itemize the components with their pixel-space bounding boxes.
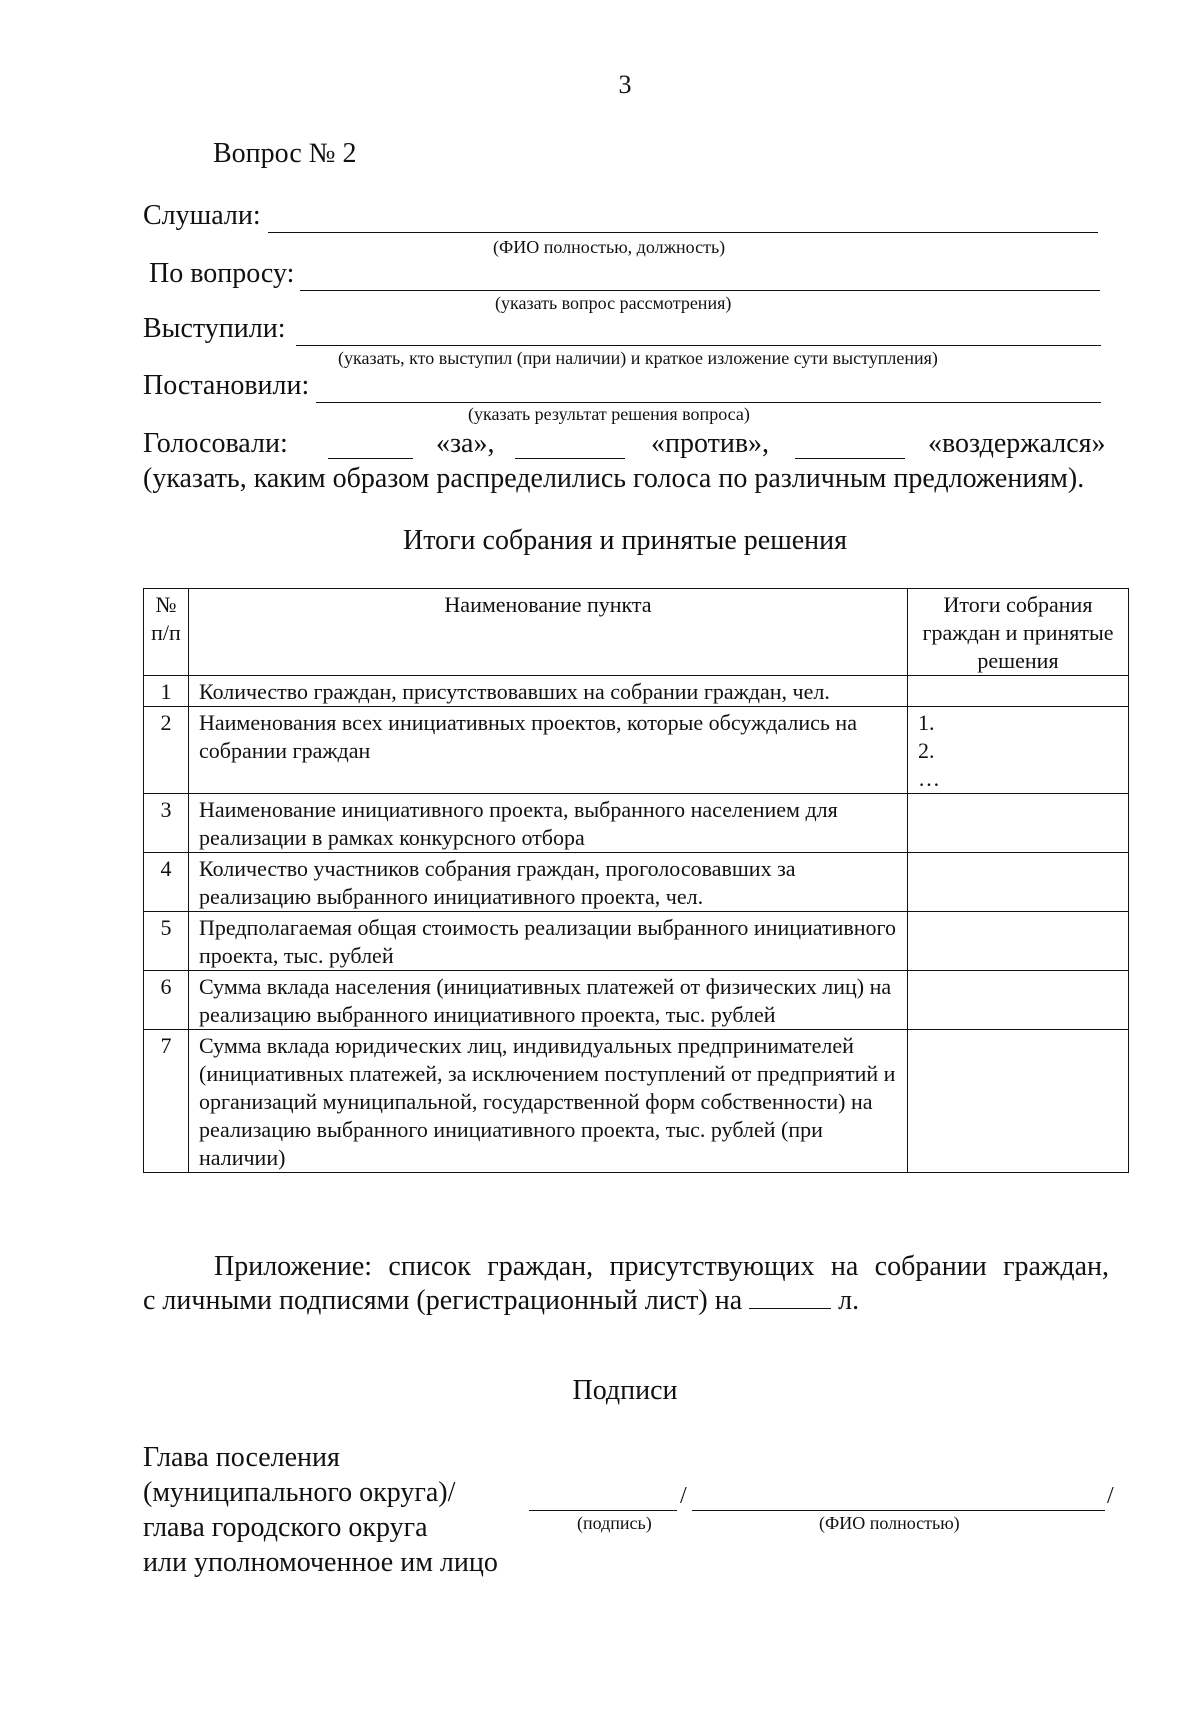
voting-row — [143, 428, 1106, 466]
page-number: 3 — [618, 70, 632, 99]
slash-1: / — [680, 1483, 687, 1509]
cell-result[interactable] — [908, 1030, 1129, 1173]
spoke-input-line[interactable] — [296, 345, 1101, 346]
cell-result[interactable] — [908, 853, 1129, 912]
cell-result[interactable] — [908, 794, 1129, 853]
full-name-hint: (ФИО полностью) — [819, 1513, 960, 1533]
cell-num: 1 — [144, 676, 189, 707]
cell-num: 5 — [144, 912, 189, 971]
table-row — [144, 853, 1129, 912]
votes-abstained-blank[interactable] — [795, 458, 905, 459]
signer-line-2: (муниципального округа)/ — [143, 1477, 456, 1508]
appendix-line-2-end: л. — [838, 1285, 860, 1316]
appendix-note — [143, 1250, 1109, 1318]
votes-against-label: «против», — [651, 428, 770, 459]
header-name: Наименование пункта — [189, 589, 908, 676]
cell-result[interactable] — [908, 912, 1129, 971]
spoke-hint: (указать, кто выступил (при наличии) и краткое изложение сути выступления) — [338, 348, 938, 368]
spoke-label: Выступили: — [143, 313, 286, 344]
appendix-line-1: Приложение: список граждан, присутствующих на собрании граждан, — [214, 1251, 1109, 1282]
signer-line-4: или уполномоченное им лицо — [143, 1547, 498, 1578]
cell-num: 3 — [144, 794, 189, 853]
on-question-label: По вопросу: — [149, 258, 295, 289]
votes-for-label: «за», — [436, 428, 495, 459]
signature-hint: (подпись) — [577, 1513, 652, 1533]
decided-label: Постановили: — [143, 370, 310, 401]
on-question-input-line[interactable] — [300, 290, 1100, 291]
cell-num: 7 — [144, 1030, 189, 1173]
heard-label: Слушали: — [143, 200, 261, 231]
signature-line[interactable] — [529, 1510, 677, 1511]
cell-name: Наименования всех инициативных проектов, которые обсуждались на собрании граждан — [189, 707, 908, 794]
heard-field — [0, 200, 1200, 240]
header-result: Итоги собрания граждан и принятые решения — [908, 589, 1129, 676]
question-title: Вопрос № 2 — [213, 138, 357, 169]
voting-label: Голосовали: — [143, 428, 288, 459]
results-table — [143, 588, 1129, 1173]
signer-title — [143, 1440, 498, 1580]
table-row — [144, 1030, 1129, 1173]
heard-input-line[interactable] — [268, 232, 1098, 233]
cell-name: Предполагаемая общая стоимость реализации выбранного инициативного проекта, тыс. рублей — [189, 912, 908, 971]
signatures-heading: Подписи — [572, 1375, 678, 1406]
voting-note: (указать, каким образом распределились голоса по различным предложениям). — [143, 463, 1085, 494]
cell-result[interactable] — [908, 676, 1129, 707]
full-name-line[interactable] — [692, 1510, 1105, 1511]
table-row — [144, 912, 1129, 971]
cell-name: Сумма вклада юридических лиц, индивидуальных предпринимателей (инициативных платежей, за исключением поступлений от предприятий и организаций муниципальной, государственной форм собственности) на реализацию выбранного инициативного проекта, тыс. рублей (при наличии) — [189, 1030, 908, 1173]
sheet-count-blank[interactable] — [749, 1286, 831, 1309]
votes-against-blank[interactable] — [515, 458, 625, 459]
cell-result[interactable] — [908, 971, 1129, 1030]
cell-name: Количество участников собрания граждан, проголосовавших за реализацию выбранного инициативного проекта, чел. — [189, 853, 908, 912]
table-header-row — [144, 589, 1129, 676]
table-row — [144, 794, 1129, 853]
spoke-field — [0, 313, 1200, 353]
cell-num: 2 — [144, 707, 189, 794]
cell-name: Количество граждан, присутствовавших на собрании граждан, чел. — [189, 676, 908, 707]
cell-name: Наименование инициативного проекта, выбранного населением для реализации в рамках конкурсного отбора — [189, 794, 908, 853]
votes-abstained-label: «воздержался» — [928, 428, 1106, 459]
appendix-line-2-start: с личными подписями (регистрационный лист) на — [143, 1285, 743, 1316]
on-question-field — [0, 258, 1200, 298]
table-row — [144, 707, 1129, 794]
votes-for-blank[interactable] — [328, 458, 413, 459]
cell-name: Сумма вклада населения (инициативных платежей от физических лиц) на реализацию выбранного инициативного проекта, тыс. рублей — [189, 971, 908, 1030]
header-num: № п/п — [144, 589, 189, 676]
signer-line-3: глава городского округа — [143, 1512, 428, 1543]
cell-num: 4 — [144, 853, 189, 912]
decided-input-line[interactable] — [316, 402, 1101, 403]
heard-hint: (ФИО полностью, должность) — [493, 237, 726, 257]
cell-num: 6 — [144, 971, 189, 1030]
slash-2: / — [1107, 1483, 1114, 1509]
table-body — [144, 676, 1129, 1173]
section-heading: Итоги собрания и принятые решения — [402, 525, 848, 556]
signer-line-1: Глава поселения — [143, 1442, 340, 1473]
decided-hint: (указать результат решения вопроса) — [468, 404, 750, 424]
cell-result[interactable]: 1. 2. … — [908, 707, 1129, 794]
table-row — [144, 676, 1129, 707]
on-question-hint: (указать вопрос рассмотрения) — [495, 293, 732, 313]
table-row — [144, 971, 1129, 1030]
